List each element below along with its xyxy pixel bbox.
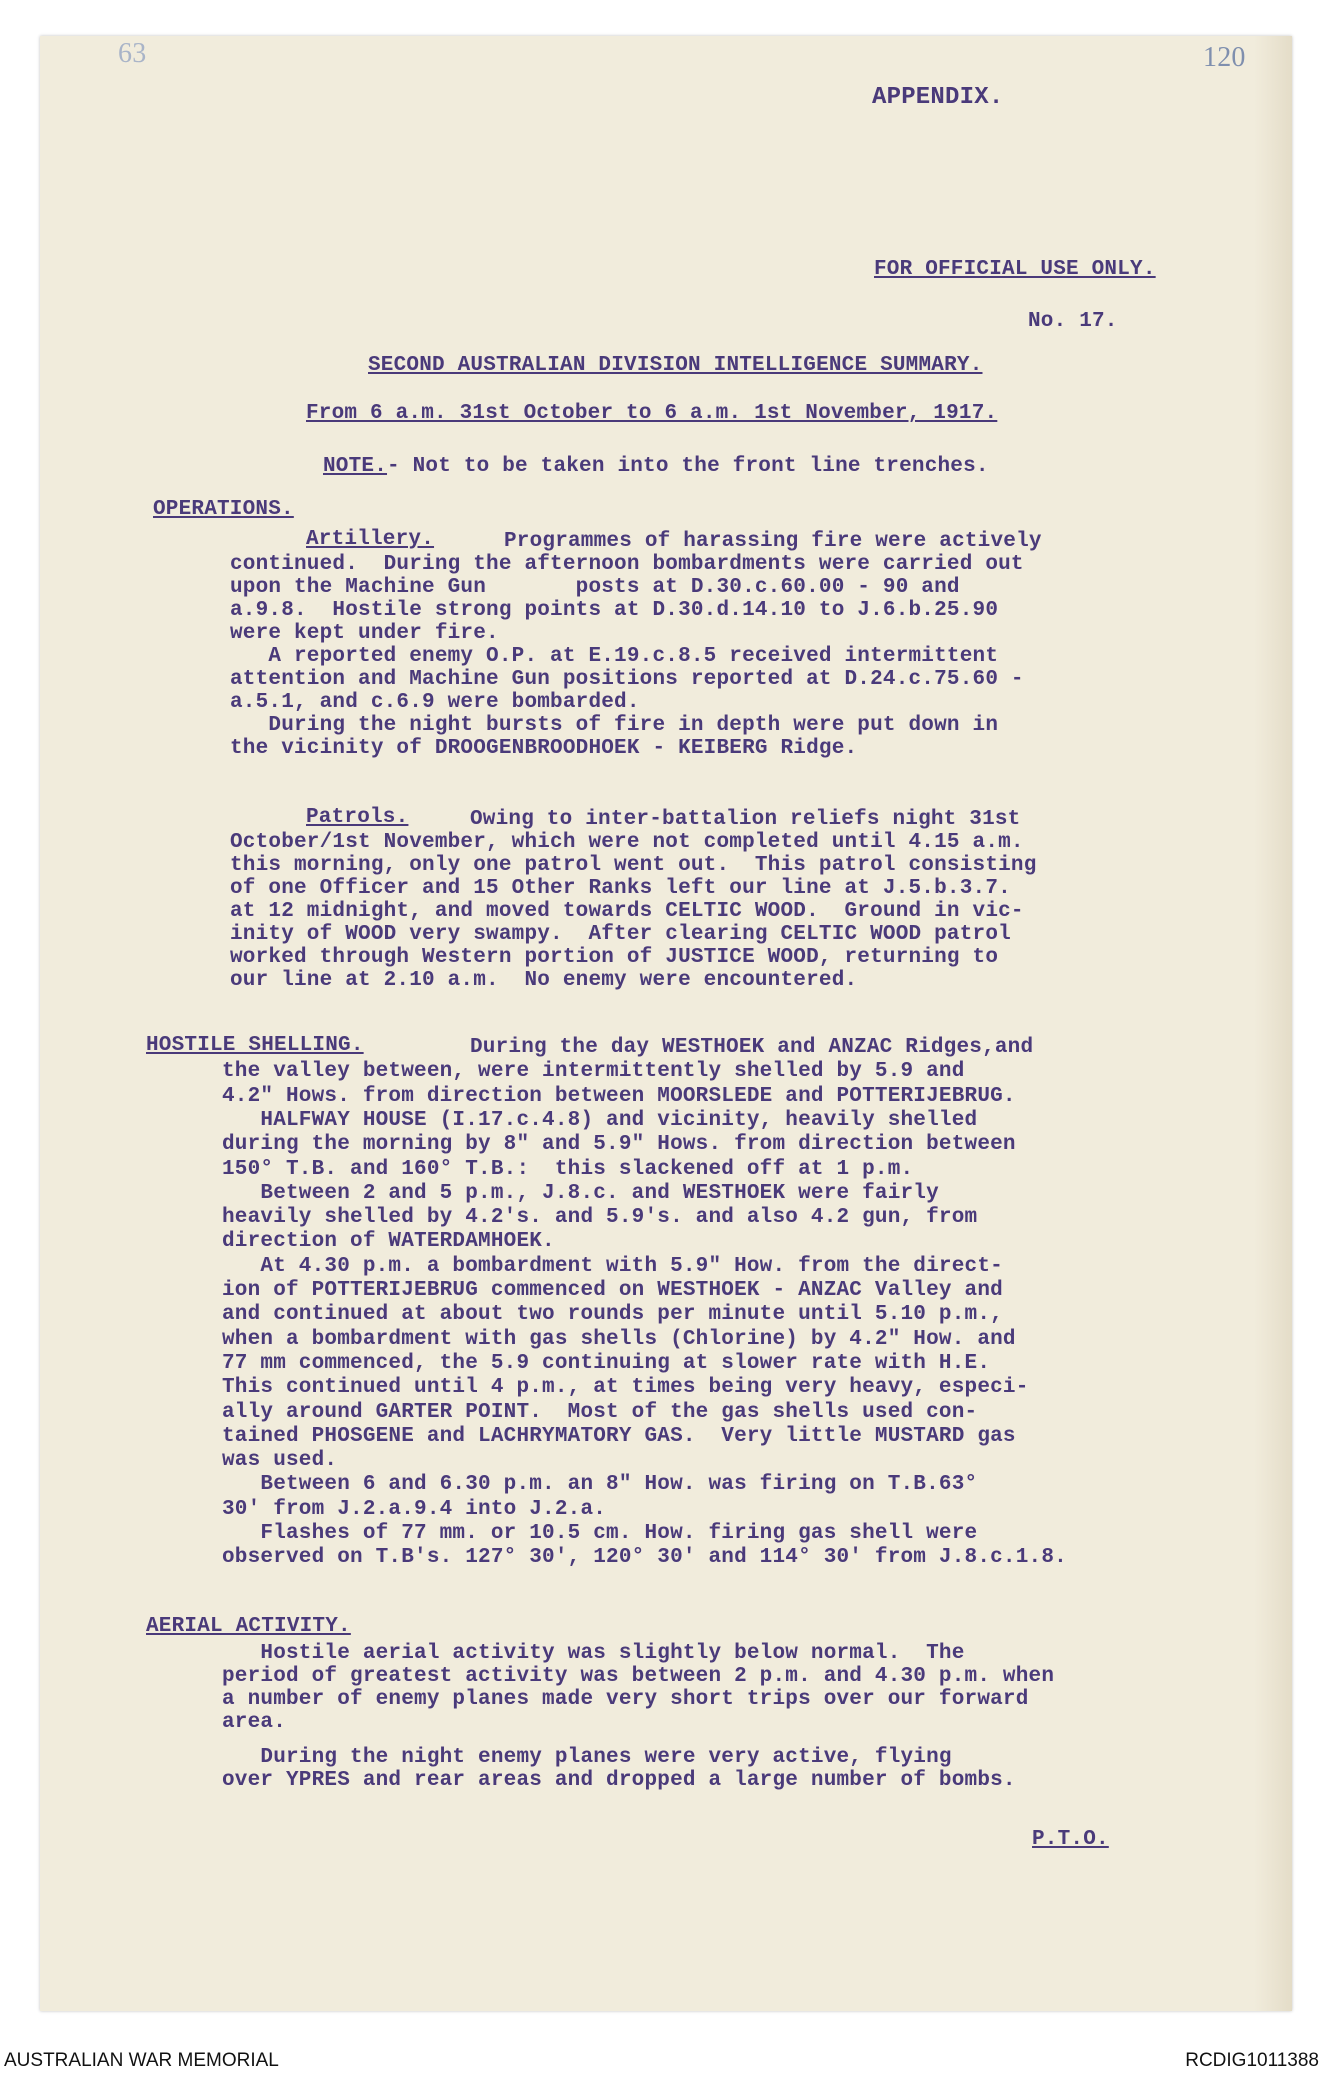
aerial-line: over YPRES and rear areas and dropped a large number of bombs. (222, 1769, 1016, 1792)
footer-record-id: RCDIG1011388 (1185, 2050, 1319, 2071)
shelling-line: HALFWAY HOUSE (I.17.c.4.8) and vicinity, heavily shelled (222, 1108, 978, 1132)
shelling-line: and continued at about two rounds per minute until 5.10 p.m., (222, 1303, 1003, 1327)
folio-number: 63 (118, 38, 147, 69)
shelling-line: Flashes of 77 mm. or 10.5 cm. How. firing gas shell were (222, 1522, 978, 1545)
artillery-line: the vicinity of DROOGENBROODHOEK - KEIBERG Ridge. (230, 737, 858, 760)
please-turn-over: P.T.O. (1032, 1828, 1109, 1851)
shelling-line: At 4.30 p.m. a bombardment with 5.9" How. from the direct- (222, 1254, 1003, 1278)
artillery-line: continued. During the afternoon bombardments were carried out (230, 553, 1024, 576)
artillery-line: During the night bursts of fire in depth were put down in (230, 714, 999, 737)
note-label: NOTE. (323, 455, 388, 478)
patrols-line: October/1st November, which were not completed until 4.15 a.m. (230, 831, 1024, 854)
shelling-line: observed on T.B's. 127° 30', 120° 30' and 114° 30' from J.8.c.1.8. (222, 1546, 1067, 1570)
shelling-line: tained PHOSGENE and LACHRYMATORY GAS. Very little MUSTARD gas (222, 1424, 1016, 1448)
patrols-label: Patrols. (306, 806, 409, 829)
artillery-line: upon the Machine Gun posts at D.30.c.60.00 - 90 and (230, 576, 960, 599)
hostile-shelling-heading: HOSTILE SHELLING. (146, 1034, 364, 1057)
shelling-line: This continued until 4 p.m., at times being very heavy, especi- (222, 1376, 1029, 1400)
patrols-line: our line at 2.10 a.m. No enemy were encountered. (230, 969, 858, 992)
shelling-line: heavily shelled by 4.2's. and 5.9's. and also 4.2 gun, from (222, 1206, 978, 1230)
shelling-line: Between 2 and 5 p.m., J.8.c. and WESTHOEK were fairly (222, 1181, 939, 1205)
artillery-line: Programmes of harassing fire were actively (504, 530, 1042, 553)
patrols-line: this morning, only one patrol went out. This patrol consisting (230, 854, 1037, 877)
shelling-line: direction of WATERDAMHOEK. (222, 1230, 555, 1254)
aerial-line: area. (222, 1711, 287, 1734)
footer-archive-name: AUSTRALIAN WAR MEMORIAL (4, 2050, 279, 2071)
note-text: - Not to be taken into the front line trenches. (387, 455, 989, 478)
shelling-line: Between 6 and 6.30 p.m. an 8" How. was firing on T.B.63° (222, 1473, 978, 1497)
patrols-line: inity of WOOD very swampy. After clearing CELTIC WOOD patrol (230, 923, 1011, 946)
shelling-line: the valley between, were intermittently shelled by 5.9 and (222, 1060, 965, 1084)
patrols-line: of one Officer and 15 Other Ranks left our line at J.5.b.3.7. (230, 877, 1011, 900)
summary-number: No. 17. (1028, 310, 1118, 333)
artillery-line: a.9.8. Hostile strong points at D.30.d.14.10 to J.6.b.25.90 (230, 599, 999, 622)
shelling-line: when a bombardment with gas shells (Chlorine) by 4.2" How. and (222, 1327, 1016, 1351)
artillery-line: A reported enemy O.P. at E.19.c.8.5 received intermittent (230, 645, 999, 668)
shelling-line: ally around GARTER POINT. Most of the gas shells used con- (222, 1400, 978, 1424)
aerial-line: period of greatest activity was between 2 p.m. and 4.30 p.m. when (222, 1665, 1055, 1688)
aerial-activity-heading: AERIAL ACTIVITY. (146, 1615, 351, 1638)
aerial-line: Hostile aerial activity was slightly below normal. The (222, 1642, 965, 1665)
shelling-line: 30' from J.2.a.9.4 into J.2.a. (222, 1497, 607, 1521)
note-line (323, 455, 989, 478)
artillery-line: attention and Machine Gun positions reported at D.24.c.75.60 - (230, 668, 1024, 691)
artillery-line: a.5.1, and c.6.9 were bombarded. (230, 691, 640, 714)
artillery-label: Artillery. (306, 528, 435, 551)
shelling-line: was used. (222, 1449, 338, 1473)
document-title: SECOND AUSTRALIAN DIVISION INTELLIGENCE SUMMARY. (368, 354, 983, 377)
page-number: 120 (1203, 42, 1246, 73)
operations-heading: OPERATIONS. (153, 498, 294, 521)
aerial-line: a number of enemy planes made very short trips over our forward (222, 1688, 1029, 1711)
patrols-line: Owing to inter-battalion reliefs night 31st (470, 808, 1021, 831)
shelling-line: ion of POTTERIJEBRUG commenced on WESTHOEK - ANZAC Valley and (222, 1279, 1003, 1302)
period-line: From 6 a.m. 31st October to 6 a.m. 1st November, 1917. (306, 402, 998, 425)
shelling-line: During the day WESTHOEK and ANZAC Ridges,and (470, 1036, 1034, 1059)
appendix-stamp: APPENDIX. (872, 84, 1004, 111)
official-use-heading: FOR OFFICIAL USE ONLY. (874, 258, 1156, 281)
shelling-line: 4.2" Hows. from direction between MOORSLEDE and POTTERIJEBRUG. (222, 1084, 1016, 1108)
shelling-line: during the morning by 8" and 5.9" Hows. from direction between (222, 1133, 1016, 1157)
shelling-line: 77 mm commenced, the 5.9 continuing at slower rate with H.E. (222, 1351, 991, 1375)
patrols-line: worked through Western portion of JUSTICE WOOD, returning to (230, 946, 999, 969)
shelling-line: 150° T.B. and 160° T.B.: this slackened off at 1 p.m. (222, 1157, 914, 1181)
aerial-line: During the night enemy planes were very active, flying (222, 1746, 952, 1769)
patrols-line: at 12 midnight, and moved towards CELTIC WOOD. Ground in vic- (230, 900, 1024, 923)
artillery-line: were kept under fire. (230, 622, 499, 645)
